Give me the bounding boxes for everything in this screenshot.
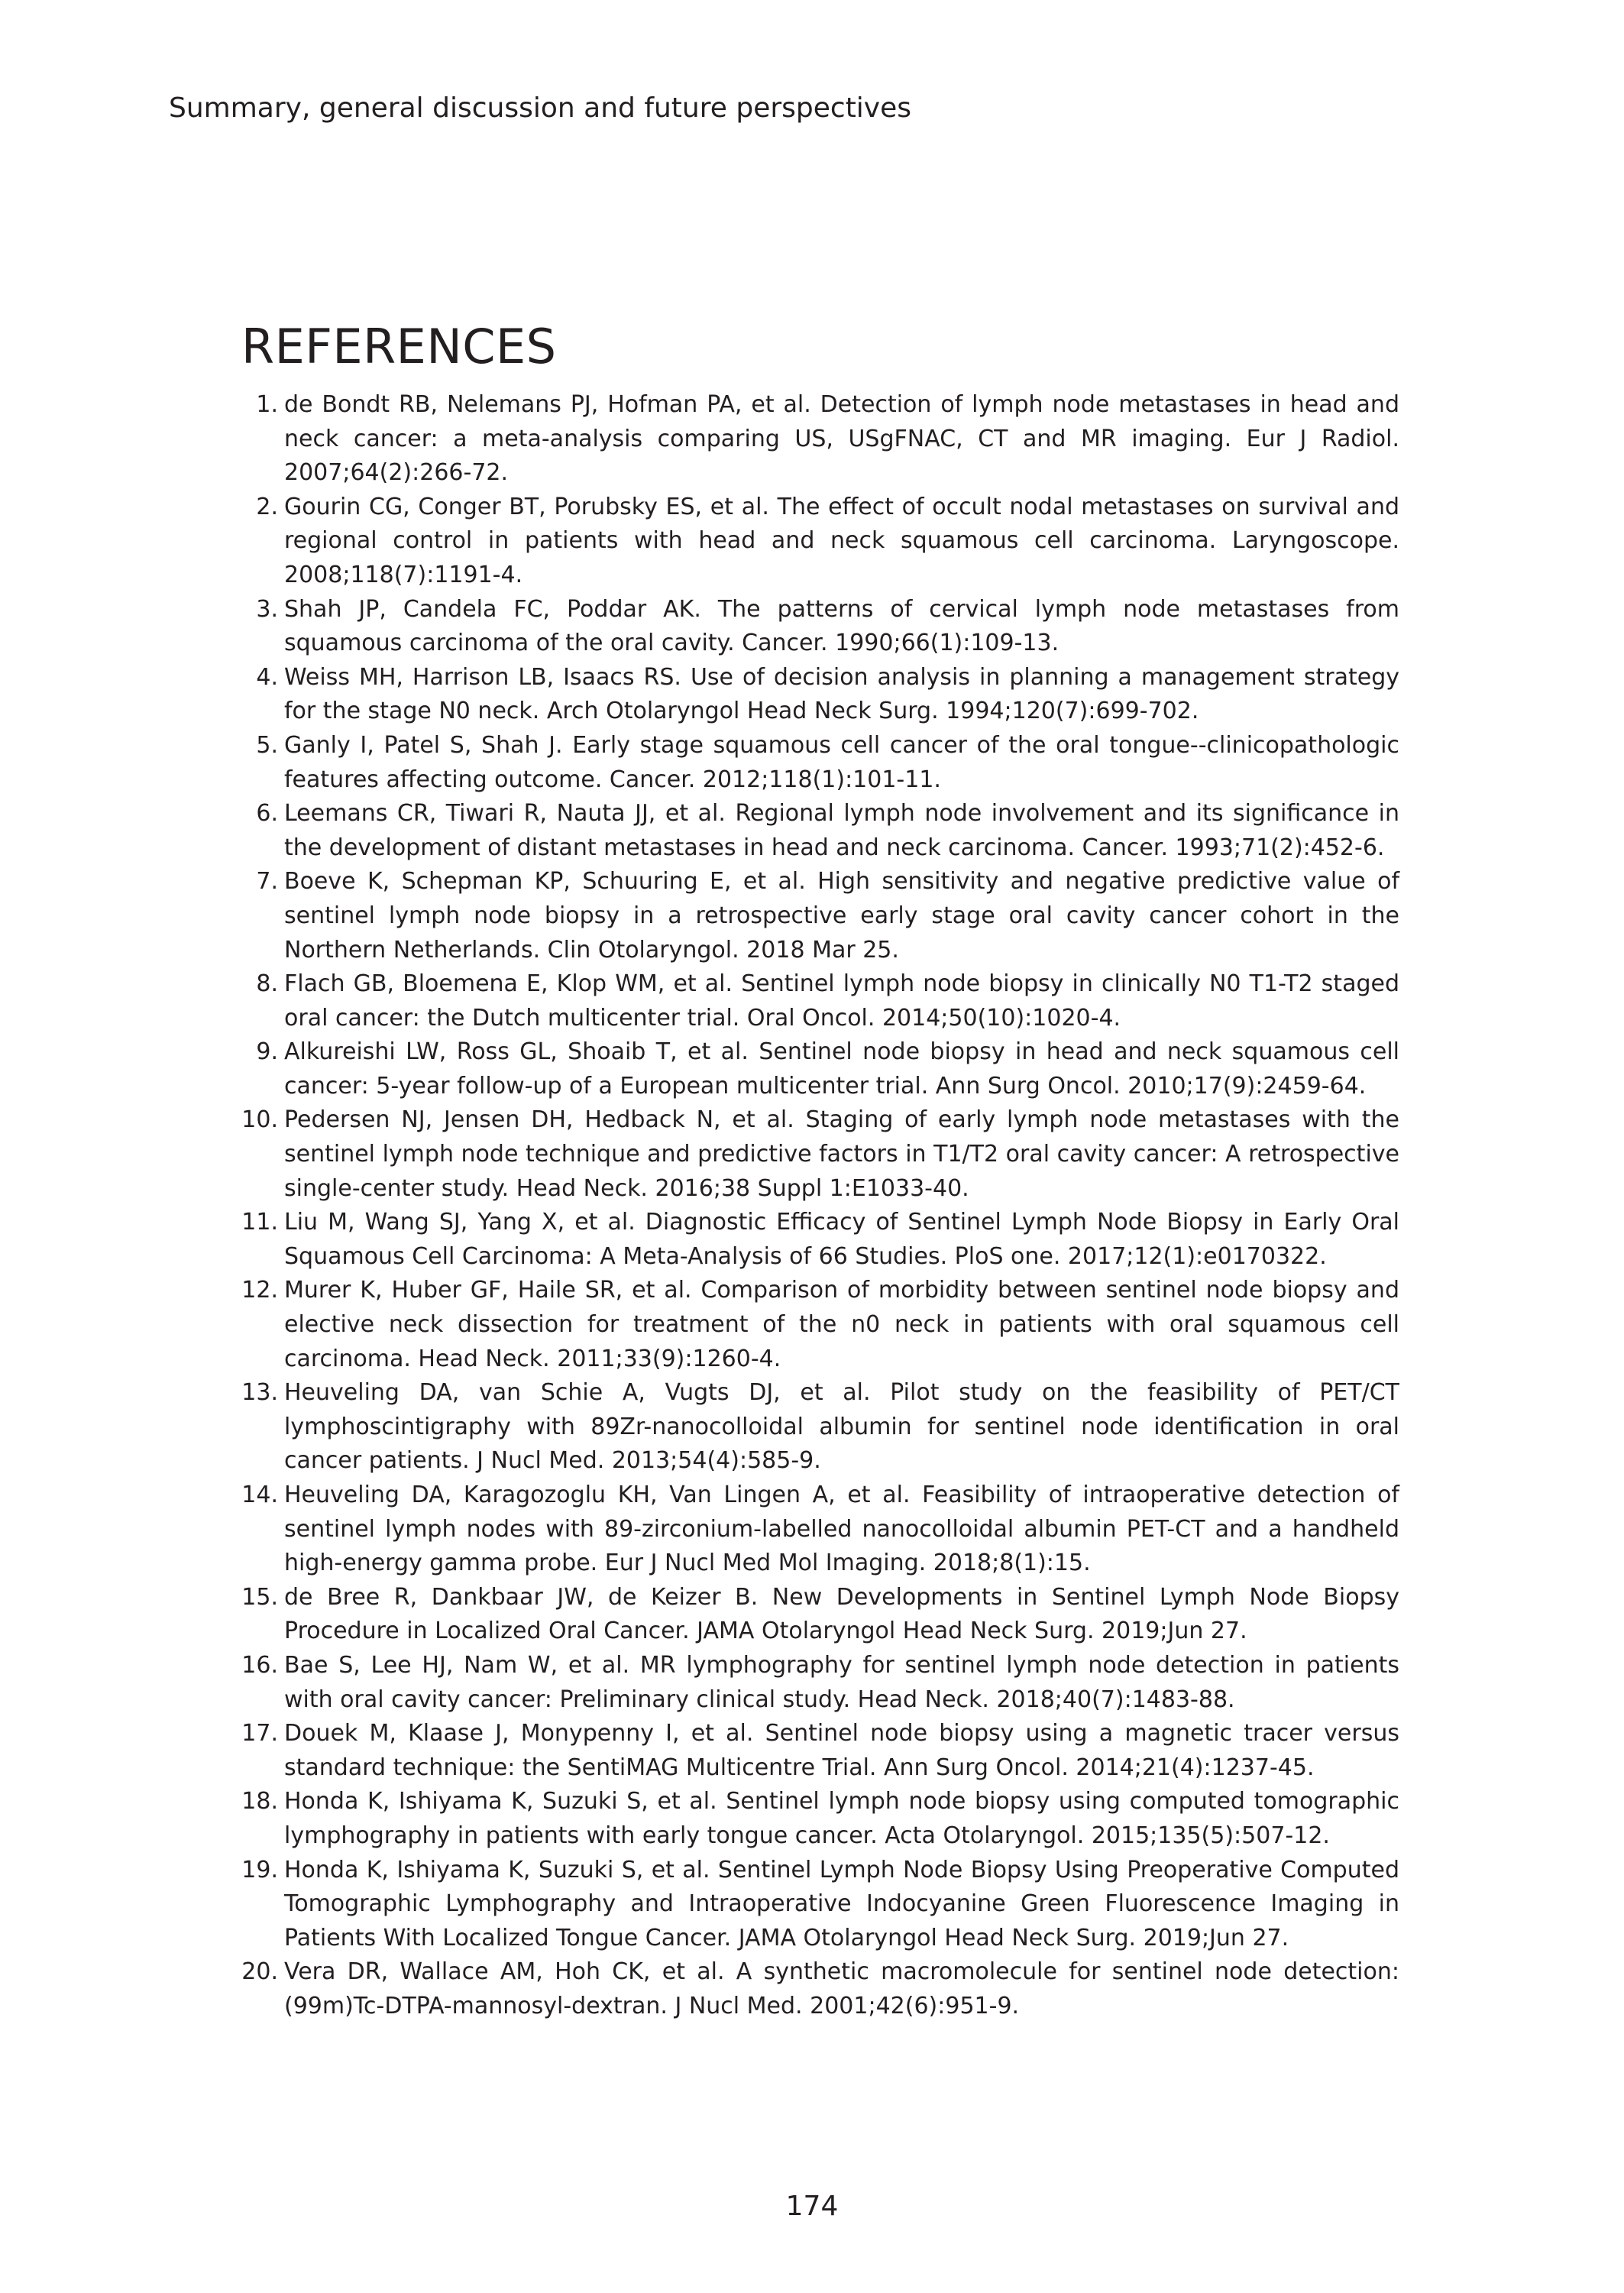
reference-item (241, 967, 1399, 1035)
reference-item (241, 1649, 1399, 1717)
running-header: Summary, general discussion and future perspectives (169, 92, 912, 124)
reference-item (241, 1035, 1399, 1103)
reference-text: Shah JP, Candela FC, Poddar AK. The patterns of cervical lymph node metastases from squamous carcinoma of the oral cavity. Cancer. 1990;66(1):109-13. (284, 595, 1399, 657)
reference-text: Gourin CG, Conger BT, Porubsky ES, et al. The effect of occult nodal metastases on survival and regional control in patients with head and neck squamous cell carcinoma. Laryngoscope. 2008;118(7):1191-4. (284, 493, 1399, 588)
reference-item (241, 1854, 1399, 1956)
reference-text: Boeve K, Schepman KP, Schuuring E, et al. High sensitivity and negative predictive value of sentinel lymph node biopsy in a retrospective early stage oral cavity cancer cohort in the Northern Netherlands. Clin Otolaryngol. 2018 Mar 25. (284, 868, 1399, 964)
reference-number: 16. (241, 1651, 278, 1679)
reference-number: 20. (241, 1958, 278, 1986)
reference-text: Alkureishi LW, Ross GL, Shoaib T, et al. Sentinel node biopsy in head and neck squamous cell cancer: 5-year follow-up of a European multicenter trial. Ann Surg Oncol. 2010;17(9):2459-64. (284, 1038, 1399, 1100)
reference-item (241, 1274, 1399, 1376)
reference-item (241, 1376, 1399, 1478)
reference-text: Flach GB, Bloemena E, Klop WM, et al. Sentinel lymph node biopsy in clinically N0 T1-T2 staged oral cancer: the Dutch multicenter trial. Oral Oncol. 2014;50(10):1020-4. (284, 970, 1399, 1032)
reference-number: 17. (241, 1720, 278, 1747)
reference-text: Heuveling DA, Karagozoglu KH, Van Lingen A, et al. Feasibility of intraoperative detection of sentinel lymph nodes with 89-zirconium-labelled nanocolloidal albumin PET-CT and a handheld high-energy gamma probe. Eur J Nucl Med Mol Imaging. 2018;8(1):15. (284, 1482, 1399, 1577)
reference-text: Liu M, Wang SJ, Yang X, et al. Diagnostic Efficacy of Sentinel Lymph Node Biopsy in Early Oral Squamous Cell Carcinoma: A Meta-Analysis of 66 Studies. PloS one. 2017;12(1):e0170322. (284, 1209, 1399, 1270)
reference-number: 12. (241, 1277, 278, 1304)
reference-number: 11. (241, 1209, 278, 1236)
reference-item (241, 729, 1399, 797)
reference-number: 6. (256, 800, 278, 827)
reference-number: 7. (256, 868, 278, 896)
reference-item (241, 491, 1399, 593)
reference-number: 4. (256, 663, 278, 691)
page-number: 174 (785, 2191, 839, 2222)
reference-text: Pedersen NJ, Jensen DH, Hedback N, et al. Staging of early lymph node metastases with the sentinel lymph node technique and predictive factors in T1/T2 oral cavity cancer: A retrospective single-center study. Head Neck. 2016;38 Suppl 1:E1033-40. (284, 1106, 1399, 1202)
reference-number: 14. (241, 1482, 278, 1508)
reference-text: Ganly I, Patel S, Shah J. Early stage squamous cell cancer of the oral tongue--clinicopathologic features affecting outcome. Cancer. 2012;118(1):101-11. (284, 731, 1399, 793)
reference-item (241, 1581, 1399, 1649)
reference-item (241, 865, 1399, 967)
section-title: REFERENCES (241, 319, 557, 374)
reference-text: de Bondt RB, Nelemans PJ, Hofman PA, et al. Detection of lymph node metastases in head and neck cancer: a meta-analysis comparing US, USgFNAC, CT and MR imaging. Eur J Radiol. 2007;64(2):266-72. (284, 391, 1399, 487)
reference-text: de Bree R, Dankbaar JW, de Keizer B. New Developments in Sentinel Lymph Node Biopsy Procedure in Localized Oral Cancer. JAMA Otolaryngol Head Neck Surg. 2019;Jun 27. (284, 1583, 1399, 1645)
reference-text: Leemans CR, Tiwari R, Nauta JJ, et al. Regional lymph node involvement and its significance in the development of distant metastases in head and neck carcinoma. Cancer. 1993;71(2):452-6. (284, 800, 1399, 861)
reference-item (241, 1478, 1399, 1581)
reference-number: 1. (256, 391, 278, 418)
reference-text: Honda K, Ishiyama K, Suzuki S, et al. Sentinel lymph node biopsy using computed tomographic lymphography in patients with early tongue cancer. Acta Otolaryngol. 2015;135(5):507-12. (284, 1788, 1399, 1849)
reference-text: Heuveling DA, van Schie A, Vugts DJ, et al. Pilot study on the feasibility of PET/CT lymphoscintigraphy with 89Zr-nanocolloidal albumin for sentinel node identification in oral cancer patients. J Nucl Med. 2013;54(4):585-9. (284, 1379, 1399, 1475)
reference-text: Bae S, Lee HJ, Nam W, et al. MR lymphography for sentinel lymph node detection in patients with oral cavity cancer: Preliminary clinical study. Head Neck. 2018;40(7):1483-88. (284, 1651, 1399, 1713)
reference-item (241, 1785, 1399, 1853)
reference-list (241, 388, 1399, 2024)
reference-item (241, 661, 1399, 729)
reference-number: 2. (256, 493, 278, 520)
reference-text: Vera DR, Wallace AM, Hoh CK, et al. A synthetic macromolecule for sentinel node detection: (99m)Tc-DTPA-mannosyl-dextran. J Nucl Med. 2001;42(6):951-9. (284, 1958, 1399, 2019)
reference-number: 9. (256, 1038, 278, 1066)
reference-text: Weiss MH, Harrison LB, Isaacs RS. Use of decision analysis in planning a management strategy for the stage N0 neck. Arch Otolaryngol Head Neck Surg. 1994;120(7):699-702. (284, 663, 1399, 725)
reference-item (241, 797, 1399, 865)
reference-number: 19. (241, 1856, 278, 1883)
reference-item (241, 1717, 1399, 1785)
reference-item (241, 1206, 1399, 1274)
reference-number: 15. (241, 1583, 278, 1611)
reference-text: Murer K, Huber GF, Haile SR, et al. Comparison of morbidity between sentinel node biopsy and elective neck dissection for treatment of the n0 neck in patients with oral squamous cell carcinoma. Head Neck. 2011;33(9):1260-4. (284, 1277, 1399, 1372)
reference-text: Douek M, Klaase J, Monypenny I, et al. Sentinel node biopsy using a magnetic tracer versus standard technique: the SentiMAG Multicentre Trial. Ann Surg Oncol. 2014;21(4):1237-45. (284, 1720, 1399, 1781)
reference-number: 18. (241, 1788, 278, 1815)
reference-item (241, 593, 1399, 661)
reference-text: Honda K, Ishiyama K, Suzuki S, et al. Sentinel Lymph Node Biopsy Using Preoperative Computed Tomographic Lymphography and Intraoperative Indocyanine Green Fluorescence Imaging in Patients With Localized Tongue Cancer. JAMA Otolaryngol Head Neck Surg. 2019;Jun 27. (284, 1856, 1399, 1951)
reference-number: 3. (256, 595, 278, 623)
reference-number: 10. (241, 1106, 278, 1134)
reference-number: 13. (241, 1379, 278, 1407)
reference-number: 5. (256, 731, 278, 759)
reference-item (241, 1103, 1399, 1206)
reference-item (241, 1955, 1399, 2023)
reference-number: 8. (256, 970, 278, 998)
reference-item (241, 388, 1399, 491)
